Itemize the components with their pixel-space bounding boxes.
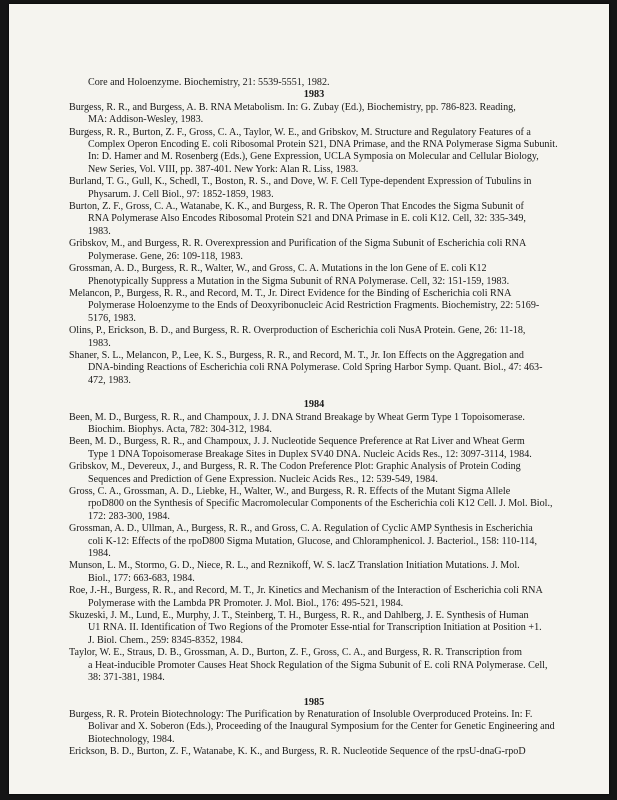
reference-continuation-line: 1984. (88, 548, 111, 560)
reference-continuation-line: 472, 1983. (88, 374, 131, 386)
year-heading-1983: 1983 (303, 89, 325, 101)
reference-continuation-line: Sequences and Prediction of Gene Expression. Nucleic Acids Res., 12: 539-549, 1984. (88, 473, 438, 485)
reference-entry (69, 350, 559, 387)
reference-continuation-line: Complex Operon Encoding E. coli Ribosomal Protein S21, DNA Primase, and the RNA Polymerase Sigma Subunit. (88, 139, 558, 151)
reference-entry (69, 412, 559, 437)
reference-continuation-line: MA: Addison-Wesley, 1983. (88, 114, 204, 126)
reference-first-line: Grossman, A. D., Burgess, R. R., Walter, W., and Gross, C. A. Mutations in the lon Gene of E. coli K12 (69, 263, 487, 275)
reference-first-line: Shaner, S. L., Melancon, P., Lee, K. S., Burgess, R. R., and Record, M. T., Jr. Ion Effects on the Aggregation and (69, 349, 524, 361)
reference-continuation-line: Polymerase. Gene, 26: 109-118, 1983. (88, 250, 243, 262)
reference-first-line: Burgess, R. R., and Burgess, A. B. RNA Metabolism. In: G. Zubay (Ed.), Biochemistry, pp. 786-823. Reading, (69, 101, 516, 113)
reference-continuation-line: Polymerase with the Lambda PR Promoter. J. Mol. Biol., 176: 495-521, 1984. (88, 597, 404, 609)
reference-continuation-line: DNA-binding Reactions of Escherichia coli RNA Polymerase. Cold Spring Harbor Symp. Quant. Biol., 47: 463- (88, 362, 543, 374)
reference-first-line: Been, M. D., Burgess, R. R., and Champoux, J. J. Nucleotide Sequence Preference at Rat Liver and Wheat Germ (69, 436, 525, 448)
reference-entry (69, 176, 559, 201)
reference-continuation-line: Biotechnology, 1984. (88, 733, 175, 745)
reference-entry (69, 647, 559, 684)
reference-first-line: Taylor, W. E., Straus, D. B., Grossman, A. D., Burton, Z. F., Gross, C. A., and Burgess, R. R. Transcription from (69, 647, 522, 659)
reference-first-line: Skuzeski, J. M., Lund, E., Murphy, J. T., Steinberg, T. H., Burgess, R. R., and Dahlberg, J. E. Synthesis of Human (69, 610, 529, 622)
reference-first-line: Grossman, A. D., Ullman, A., Burgess, R. R., and Gross, C. A. Regulation of Cyclic AMP Synthesis in Escherichia (69, 523, 533, 535)
reference-continuation-line: Biol., 177: 663-683, 1984. (88, 572, 195, 584)
reference-continuation-line: In: D. Hamer and M. Rosenberg (Eds.), Gene Expression, UCLA Symposia on Molecular and Cellular Biology, (88, 151, 539, 163)
reference-first-line: Burgess, R. R., Burton, Z. F., Gross, C. A., Taylor, W. E., and Gribskov, M. Structure and Regulatory Features of a (69, 126, 531, 138)
reference-entry (69, 486, 559, 523)
reference-first-line: Gribskov, M., and Burgess, R. R. Overexpression and Purification of the Sigma Subunit of Escherichia coli RNA (69, 238, 527, 250)
reference-first-line: Roe, J.-H., Burgess, R. R., and Record, M. T., Jr. Kinetics and Mechanism of the Interaction of Escherichia coli RNA (69, 585, 543, 597)
reference-entry (69, 461, 559, 486)
reference-first-line: Melancon, P., Burgess, R. R., and Record, M. T., Jr. Direct Evidence for the Binding of Escherichia coli RNA (69, 287, 512, 299)
reference-entry (69, 325, 559, 350)
reference-entry (69, 560, 559, 585)
reference-continuation-line: Polymerase Holoenzyme to the Ends of Deoxyribonucleic Acid Restriction Fragments. Biochemistry, 22: 5169- (88, 300, 540, 312)
reference-entry (69, 201, 559, 238)
reference-continuation-line: 38: 371-381, 1984. (88, 672, 165, 684)
year-heading-1984: 1984 (303, 399, 325, 411)
section-1983 (69, 102, 559, 387)
reference-entry (69, 102, 559, 127)
reference-continuation-line: U1 RNA. II. Identification of Two Regions of the Promoter Esse-ntial for Transcription Initiation at Position +1. (88, 622, 542, 634)
reference-first-line: Erickson, B. D., Burton, Z. F., Watanabe, K. K., and Burgess, R. R. Nucleotide Sequence of the rpsU-dnaG-rpoD (69, 746, 526, 758)
reference-first-line: Gribskov, M., Devereux, J., and Burgess, R. R. The Codon Preference Plot: Graphic Analysis of Protein Coding (69, 461, 521, 473)
continued-entry-line: Core and Holoenzyme. Biochemistry, 21: 5539-5551, 1982. (88, 77, 330, 88)
reference-first-line: Munson, L. M., Stormo, G. D., Niece, R. L., and Reznikoff, W. S. lacZ Translation Initiation Mutations. J. Mol. (69, 560, 520, 572)
reference-continuation-line: coli K-12: Effects of the rpoD800 Sigma Mutation, Glucose, and Chloramphenicol. J. Bacteriol., 158: 110-114, (88, 535, 537, 547)
reference-first-line: Burland, T. G., Gull, K., Schedl, T., Boston, R. S., and Dove, W. F. Cell Type-dependent Expression of Tubulins in (69, 176, 532, 188)
reference-entry (69, 263, 559, 288)
reference-continuation-line: New Series, Vol. VIII, pp. 387-401. New York: Alan R. Liss, 1983. (88, 163, 359, 175)
reference-entry (69, 610, 559, 647)
bibliography-content (69, 77, 559, 759)
reference-continuation-line: rpoD800 on the Synthesis of Specific Macromolecular Components of the Escherichia coli K12 Cell. J. Mol. Biol., (88, 498, 553, 510)
reference-entry (69, 585, 559, 610)
year-heading-1985: 1985 (303, 696, 325, 708)
reference-continuation-line: 1983. (88, 225, 111, 237)
reference-continuation-line: Phenotypically Suppress a Mutation in the Sigma Subunit of RNA Polymerase. Cell, 32: 151-159, 1983. (88, 275, 510, 287)
reference-continuation-line: 1983. (88, 337, 111, 349)
reference-continuation-line: Physarum. J. Cell Biol., 97: 1852-1859, 1983. (88, 188, 274, 200)
reference-entry (69, 436, 559, 461)
section-1985 (69, 709, 559, 759)
reference-continuation-line: a Heat-inducible Promoter Causes Heat Shock Regulation of the Sigma Subunit of E. coli RNA Polymerase. Cell, (88, 659, 548, 671)
reference-continuation-line: J. Biol. Chem., 259: 8345-8352, 1984. (88, 634, 244, 646)
reference-entry (69, 523, 559, 560)
reference-entry (69, 288, 559, 325)
reference-entry (69, 709, 559, 746)
section-1984 (69, 412, 559, 685)
reference-continuation-line: Type 1 DNA Topoisomerase Breakage Sites in Duplex SV40 DNA. Nucleic Acids Res., 12: 3097-3114, 1984. (88, 448, 532, 460)
document-page (9, 4, 609, 794)
reference-continuation-line: Bolivar and X. Soberon (Eds.), Proceeding of the Inaugural Symposium for the Center for Genetic Engineering and (88, 721, 555, 733)
reference-continuation-line: 5176, 1983. (88, 312, 136, 324)
reference-entry (69, 238, 559, 263)
reference-first-line: Burgess, R. R. Protein Biotechnology: The Purification by Renaturation of Insoluble Overproduced Proteins. In: F. (69, 708, 533, 720)
reference-continuation-line: RNA Polymerase Also Encodes Ribosomal Protein S21 and DNA Primase in E. coli K12. Cell, 32: 335-349, (88, 213, 526, 225)
reference-first-line: Gross, C. A., Grossman, A. D., Liebke, H., Walter, W., and Burgess, R. R. Effects of the Mutant Sigma Allele (69, 486, 511, 497)
reference-entry (69, 127, 559, 177)
reference-continuation-line: Biochim. Biophys. Acta, 782: 304-312, 1984. (88, 423, 272, 435)
reference-first-line: Olins, P., Erickson, B. D., and Burgess, R. R. Overproduction of Escherichia coli NusA Protein. Gene, 26: 11-18, (69, 325, 526, 337)
reference-entry (69, 746, 559, 758)
reference-first-line: Been, M. D., Burgess, R. R., and Champoux, J. J. DNA Strand Breakage by Wheat Germ Type 1 Topoisomerase. (69, 411, 525, 423)
reference-continuation-line: 172: 283-300, 1984. (88, 510, 170, 522)
reference-first-line: Burton, Z. F., Gross, C. A., Watanabe, K. K., and Burgess, R. R. The Operon That Encodes the Sigma Subunit of (69, 201, 524, 213)
